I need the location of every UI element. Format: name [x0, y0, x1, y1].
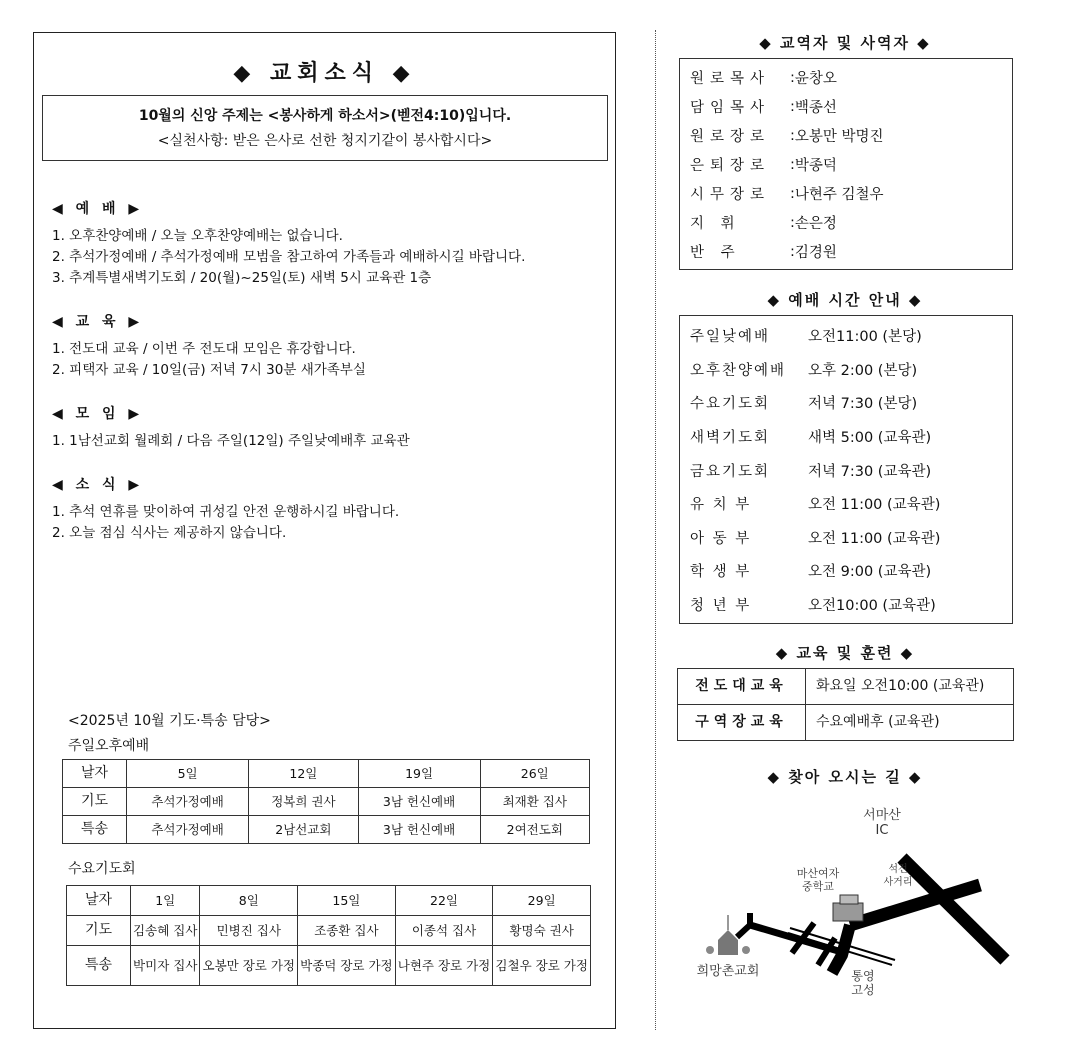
worship-title: ◆ 예배 시간 안내 ◆: [767, 291, 923, 309]
section-heading: ◀ 소 식 ▶: [52, 477, 144, 493]
worship-row: [690, 420, 1002, 454]
worship-row: [690, 319, 1002, 353]
service-name: 주일낮예배: [690, 329, 771, 346]
service-time: 오전10:00 (교육관): [808, 598, 936, 615]
news-item: 1. 전도대 교육 / 이번 주 전도대 모임은 휴강합니다.: [52, 341, 356, 357]
table-row: [67, 916, 591, 946]
news-item: 1. 추석 연휴를 맞이하여 귀성길 안전 운행하시길 바랍니다.: [52, 504, 400, 520]
table-cell: 조종환 집사: [298, 916, 396, 946]
service-name: 금요기도회: [690, 463, 771, 480]
table-cell: 날자: [63, 760, 127, 788]
staff-row: [690, 121, 1002, 150]
colon: :: [790, 127, 795, 144]
staff-name: 김경원: [794, 245, 837, 261]
table-cell: 22일: [395, 886, 493, 916]
service-name: 학 생 부: [690, 564, 752, 581]
table-row: [67, 886, 591, 916]
table-cell: 민병진 집사: [200, 916, 298, 946]
worship-row: [690, 521, 1002, 555]
colon: :: [790, 98, 795, 115]
colon: :: [790, 214, 795, 231]
staff-role: 원로목사: [690, 71, 771, 87]
table-cell: 12일: [249, 760, 358, 788]
colon: :: [790, 69, 795, 86]
map-label-cross: 석전: [888, 864, 908, 875]
table-cell: 특송: [67, 946, 131, 986]
staff-role: 지 휘: [690, 216, 741, 232]
service-name: 새벽기도회: [690, 430, 771, 447]
staff-role: 은퇴장로: [690, 158, 771, 174]
service-name: 수요기도회: [690, 396, 771, 413]
table-cell: 박종덕 장로 가정: [298, 946, 396, 986]
table-cell: 김철우 장로 가정: [493, 946, 591, 986]
staff-role: 시무장로: [690, 187, 771, 203]
table-cell: 박미자 집사: [131, 946, 200, 986]
sunday-label: 주일오후예배: [68, 738, 150, 754]
news-item: 3. 추계특별새벽기도회 / 20(월)~25일(토) 새벽 5시 교육관 1층: [52, 270, 432, 286]
table-cell: 3남 헌신예배: [358, 788, 480, 816]
news-item: 2. 오늘 점심 식사는 제공하지 않습니다.: [52, 525, 287, 541]
worship-row: [690, 353, 1002, 387]
staff-row: [690, 237, 1002, 266]
education-table: [677, 668, 1014, 741]
table-cell: 5일: [127, 760, 249, 788]
staff-name: 박종덕: [794, 158, 837, 174]
table-cell: 황명숙 권사: [493, 916, 591, 946]
table-cell: 정복희 권사: [249, 788, 358, 816]
table-cell: 오봉만 장로 가정: [200, 946, 298, 986]
education-name: 구역장교육: [678, 705, 806, 741]
column-divider: [655, 30, 656, 1030]
staff-row: [690, 92, 1002, 121]
table-cell: 3남 헌신예배: [358, 816, 480, 844]
table-cell: 기도: [63, 788, 127, 816]
news-title: ◆ 교회소식 ◆: [233, 61, 416, 86]
map-label-ic2: IC: [875, 823, 889, 838]
theme-line: 10월의 신앙 주제는 <봉사하게 하소서>(벧전4:10)입니다.: [138, 108, 512, 124]
table-cell: 최재환 집사: [480, 788, 589, 816]
worship-row: [690, 554, 1002, 588]
service-time: 오후 2:00 (본당): [808, 362, 918, 379]
table-cell: 15일: [298, 886, 396, 916]
table-cell: 추석가정예배: [127, 788, 249, 816]
education-name: 전도대교육: [678, 669, 806, 705]
duty-title: <2025년 10월 기도·특송 담당>: [68, 713, 271, 729]
worship-times-box: [679, 315, 1013, 624]
map-label-school2: 중학교: [802, 880, 834, 893]
service-time: 오전 11:00 (교육관): [808, 497, 941, 514]
sunday-duty-table: [62, 759, 590, 844]
education-row: [678, 705, 1014, 741]
map-label-south: 통영: [851, 969, 875, 983]
table-cell: 29일: [493, 886, 591, 916]
table-cell: 26일: [480, 760, 589, 788]
map-label-school: 마산여자: [796, 867, 840, 880]
worship-row: [690, 487, 1002, 521]
table-cell: 2여전도회: [480, 816, 589, 844]
map-label-ic: 서마산: [863, 808, 901, 823]
table-cell: 김송혜 집사: [131, 916, 200, 946]
table-cell: 기도: [67, 916, 131, 946]
colon: :: [790, 156, 795, 173]
staff-role: 담임목사: [690, 100, 771, 116]
table-cell: 추석가정예배: [127, 816, 249, 844]
school-icon: [833, 895, 863, 921]
service-name: 유 치 부: [690, 497, 752, 514]
practice-line: <실천사항: 받은 은사로 선한 청지기같이 봉사합시다>: [157, 133, 493, 149]
news-item: 2. 추석가정예배 / 추석가정예배 모범을 참고하여 가족들과 예배하시길 바랍니다.: [52, 249, 526, 265]
news-item: 2. 피택자 교육 / 10일(금) 저녁 7시 30분 새가족부실: [52, 362, 366, 378]
table-row: [67, 946, 591, 986]
table-row: [63, 788, 590, 816]
education-time: 수요예배후 (교육관): [806, 705, 1014, 741]
news-item: 1. 1남선교회 월례회 / 다음 주일(12일) 주일낮예배후 교육관: [52, 433, 410, 449]
service-time: 오전 9:00 (교육관): [808, 564, 932, 581]
education-time: 화요일 오전10:00 (교육관): [806, 669, 1014, 705]
table-cell: 이종석 집사: [395, 916, 493, 946]
staff-name: 윤창오: [794, 71, 837, 87]
service-time: 오전 11:00 (교육관): [808, 530, 941, 547]
map-title: ◆ 찾아 오시는 길 ◆: [767, 768, 923, 786]
service-name: 청 년 부: [690, 598, 752, 615]
worship-row: [690, 453, 1002, 487]
table-cell: 2남선교회: [249, 816, 358, 844]
education-row: [678, 669, 1014, 705]
section-heading: ◀ 교 육 ▶: [52, 314, 144, 330]
education-title: ◆ 교육 및 훈련 ◆: [775, 644, 915, 662]
wednesday-label: 수요기도회: [68, 861, 136, 877]
staff-role: 원로장로: [690, 129, 771, 145]
staff-name: 오봉만 박명진: [794, 129, 884, 145]
directions-map: [670, 795, 1015, 1000]
staff-box: [679, 58, 1013, 270]
service-name: 오후찬양예배: [690, 362, 787, 379]
service-time: 새벽 5:00 (교육관): [808, 430, 932, 447]
table-row: [63, 816, 590, 844]
table-cell: 나현주 장로 가정: [395, 946, 493, 986]
staff-role: 반 주: [690, 245, 741, 261]
service-time: 저녁 7:30 (교육관): [808, 463, 932, 480]
worship-row: [690, 386, 1002, 420]
worship-row: [690, 588, 1002, 622]
staff-row: [690, 63, 1002, 92]
map-label-church: 희망촌교회: [696, 964, 760, 979]
service-time: 오전11:00 (본당): [808, 329, 922, 346]
staff-name: 손은정: [794, 216, 837, 232]
staff-row: [690, 179, 1002, 208]
table-row: [63, 760, 590, 788]
map-label-south2: 고성: [851, 983, 875, 997]
service-time: 저녁 7:30 (본당): [808, 396, 918, 413]
section-heading: ◀ 예 배 ▶: [52, 201, 144, 217]
staff-title: ◆ 교역자 및 사역자 ◆: [759, 34, 931, 52]
staff-row: [690, 208, 1002, 237]
colon: :: [790, 185, 795, 202]
staff-name: 백종선: [794, 100, 837, 116]
wednesday-duty-table: [66, 885, 591, 986]
colon: :: [790, 243, 795, 260]
news-item: 1. 오후찬양예배 / 오늘 오후찬양예배는 없습니다.: [52, 228, 343, 244]
section-heading: ◀ 모 임 ▶: [52, 406, 144, 422]
table-cell: 8일: [200, 886, 298, 916]
table-cell: 19일: [358, 760, 480, 788]
monthly-theme-box: [42, 95, 608, 161]
table-cell: 특송: [63, 816, 127, 844]
news-sections: [52, 198, 602, 544]
map-label-cross2: 사거리: [883, 877, 913, 888]
staff-row: [690, 150, 1002, 179]
table-cell: 1일: [131, 886, 200, 916]
staff-name: 나현주 김철우: [794, 187, 884, 203]
table-cell: 날자: [67, 886, 131, 916]
service-name: 아 동 부: [690, 530, 752, 547]
